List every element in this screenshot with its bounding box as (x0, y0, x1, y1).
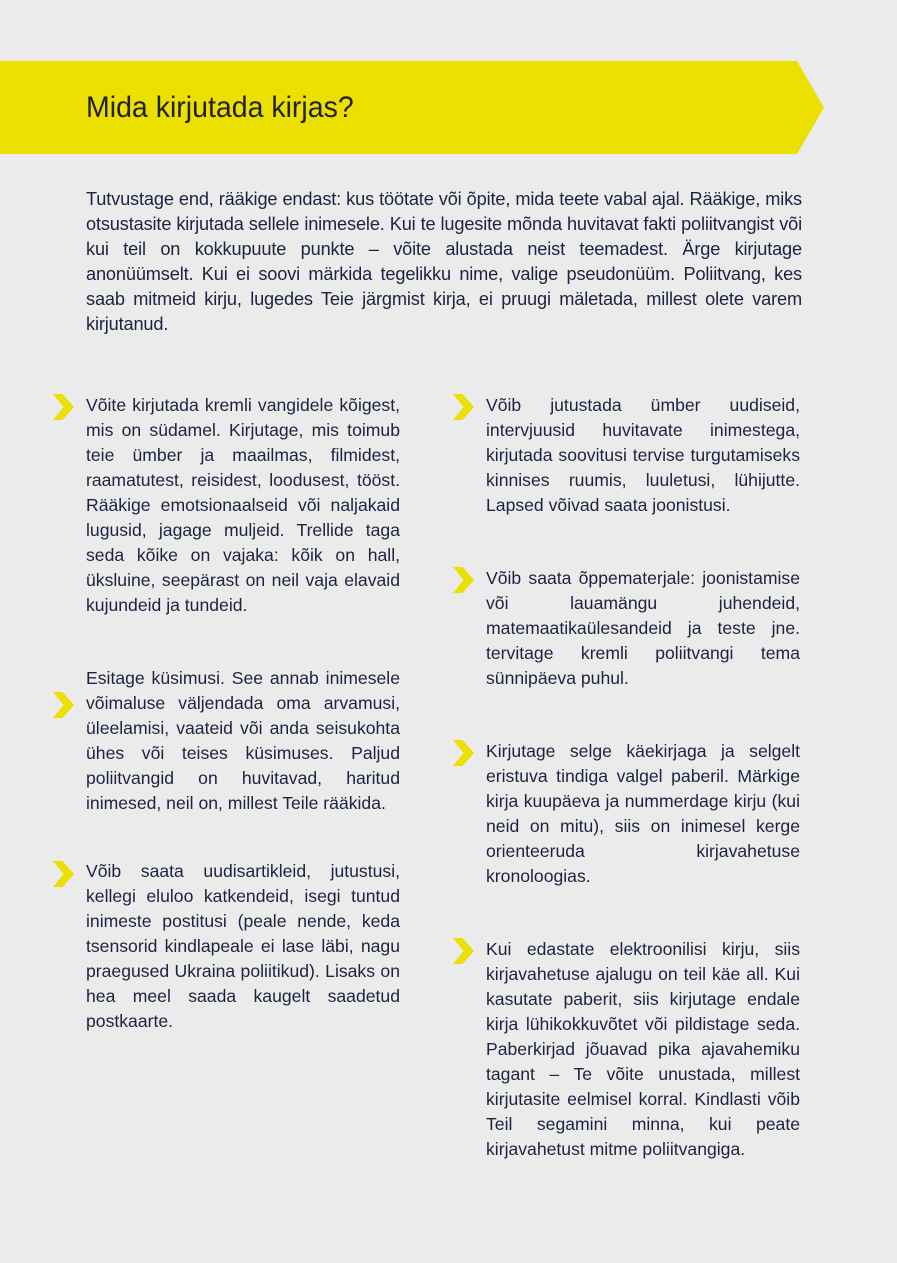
left-column (86, 393, 400, 1034)
list-item (486, 739, 800, 889)
chevron-right-icon (453, 938, 474, 964)
chevron-right-icon (53, 394, 74, 420)
chevron-right-icon (53, 861, 74, 887)
list-item-text: Kirjutage selge käekirjaga ja selgelt eristuva tindiga valgel paberil. Märkige kirja kuupäeva ja nummerdage kirju (kui neid on mitu), siis on inimesel kerge orienteeruda kirjavahetuse kronoloogias. (486, 741, 800, 886)
list-item-text: Võib saata uudisartikleid, jutustusi, kellegi eluloo katkendeid, isegi tuntud inimeste postitusi (peale nende, keda tsensorid kindlapeale ei lase läbi, nagu praegused Ukraina poliitikud). Lisaks on hea meel saada kaugelt saadetud postkaarte. (86, 861, 400, 1031)
list-item-text: Esitage küsimusi. See annab inimesele võimaluse väljendada oma arvamusi, üleelamisi, vaateid või anda seisukohta ühes või teises küsimuses. Paljud poliitvangid on huvitavad, haritud inimesed, neil on, millest Teile rääkida. (86, 668, 400, 813)
intro-paragraph: Tutvustage end, rääkige endast: kus töötate või õpite, mida teete vabal ajal. Rääkige, miks otsustasite kirjutada sellele inimesele. Kui te lugesite mõnda huvitavat fakti poliitvangist või kui teil on kokkupuute punkte – võite alustada neist teemadest. Ärge kirjutage anonüümselt. Kui ei soovi märkida tegelikku nime, valige pseudonüüm. Poliitvang, kes saab mitmeid kirju, lugedes Teie järgmist kirja, ei pruugi mäletada, millest olete varem kirjutanud. (86, 189, 802, 334)
list-item (486, 566, 800, 691)
list-item-text: Kui edastate elektroonilisi kirju, siis kirjavahetuse ajalugu on teil käe all. Kui kasutate paberit, siis kirjutage endale kirja lühikokkuvõtet või pildistage seda. Paberkirjad jõuavad pika ajavahemiku tagant – Te võite unustada, millest kirjutasite eelmisel korral. Kindlasti võib Teil segamini minna, kui peate kirjavahetust mitme poliitvangiga. (486, 939, 800, 1159)
chevron-right-icon (453, 740, 474, 766)
page-title: Mida kirjutada kirjas? (86, 91, 354, 124)
list-item (86, 859, 400, 1034)
chevron-right-icon (453, 567, 474, 593)
chevron-right-icon (53, 692, 74, 718)
list-item (86, 393, 400, 618)
list-item-text: Võib saata õppematerjale: joonistamise või lauamängu juhendeid, matemaatikaülesandeid ja teste jne. tervitage kremli poliitvangi tema sünnipäeva puhul. (486, 568, 800, 688)
list-item (486, 937, 800, 1162)
list-item (86, 666, 400, 816)
right-column (486, 393, 800, 1162)
list-item (486, 393, 800, 518)
list-item-text: Võite kirjutada kremli vangidele kõigest, mis on südamel. Kirjutage, mis toimub teie ümber ja maailmas, filmidest, raamatutest, reisidest, loodusest, tööst. Rääkige emotsionaalseid või naljakaid lugusid, jagage muljeid. Trellide taga seda kõike on vajaka: kõik on hall, üksluine, seepärast on neil vaja elavaid kujundeid ja tundeid. (86, 395, 400, 615)
list-item-text: Võib jutustada ümber uudiseid, intervjuusid huvitavate inimestega, kirjutada soovitusi tervise turgutamiseks kinnises ruumis, luuletusi, lühijutte. Lapsed võivad saata joonistusi. (486, 395, 800, 515)
chevron-right-icon (453, 394, 474, 420)
